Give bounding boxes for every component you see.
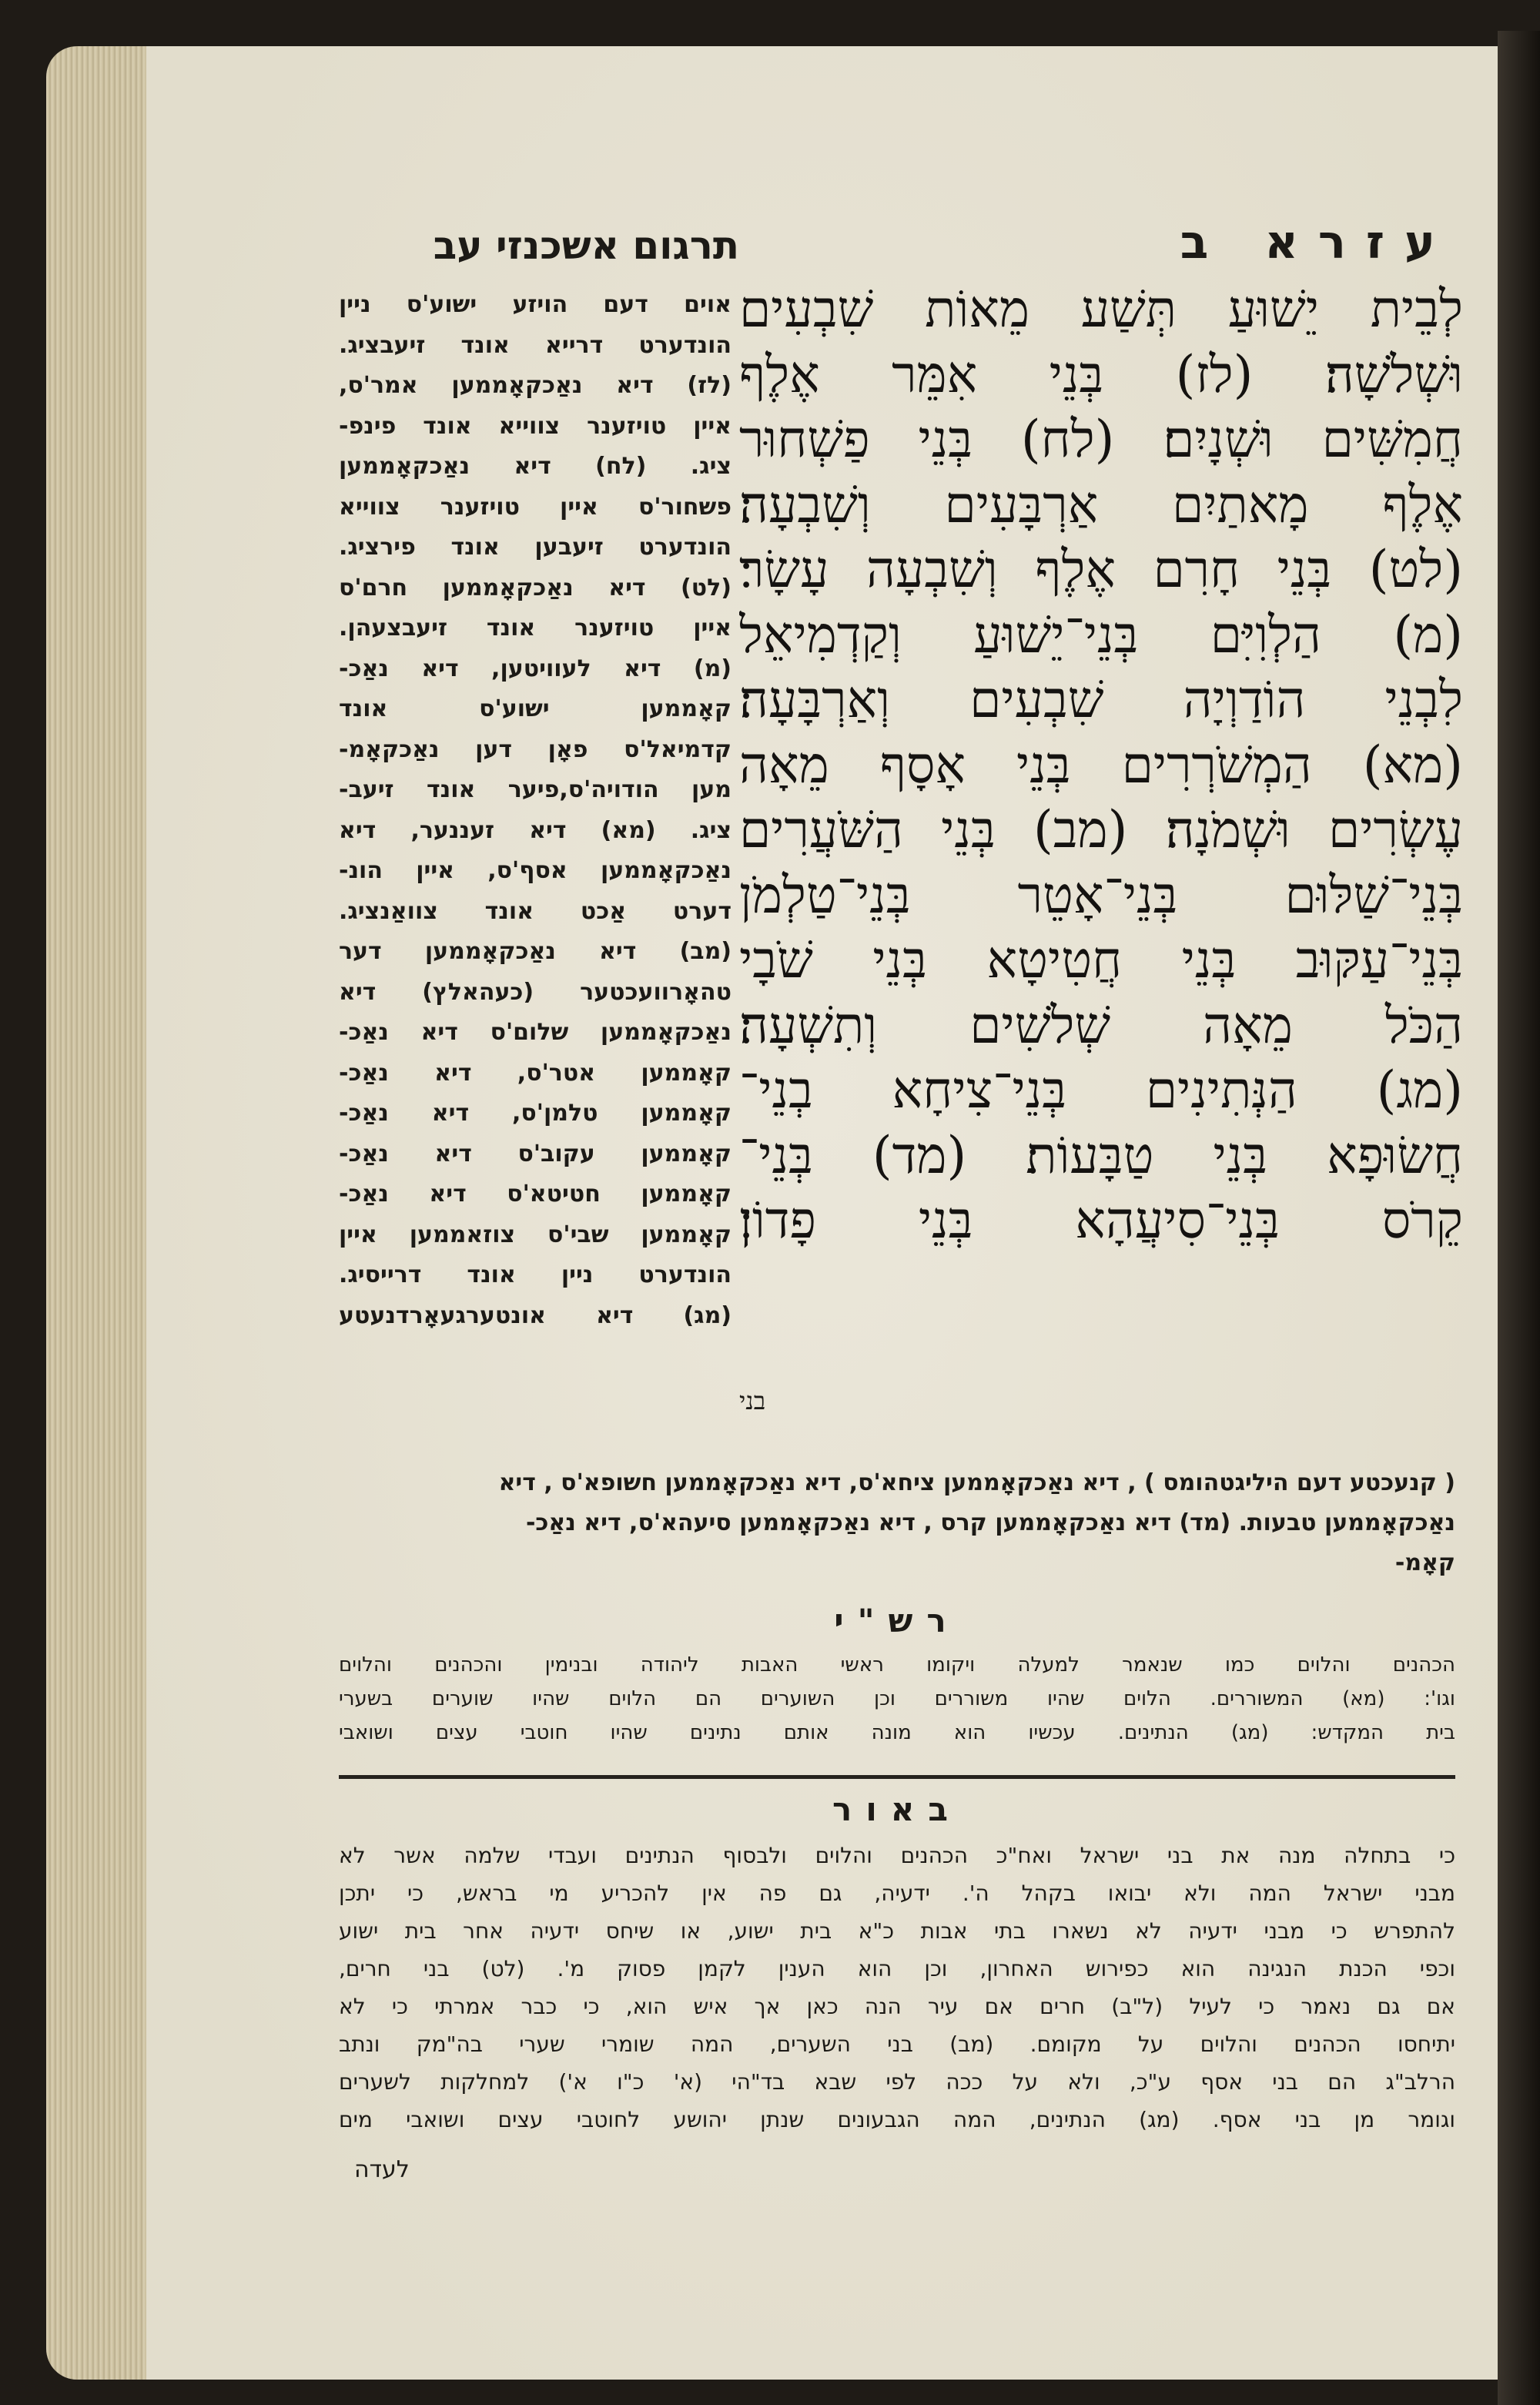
biur-line: וכפי הכנת הנגינה הוא כפירוש האחרון, וכן הוא הענין לקמן פסוק מ'. (לט) בני חרים,: [339, 1956, 1455, 1981]
verse-line: וּשְׁלֹשָׁה׃ (לז) בְּנֵי אִמֵּר אֶלֶף: [739, 344, 1463, 404]
rashi-line: הכהנים והלוים כמו שנאמר למעלה ויקומו ראשי האבות ליהודה ובנימין והכהנים והלוים: [339, 1653, 1455, 1676]
main-hebrew-column: [739, 277, 1463, 1448]
translation-line: (לז) דיא נאַכקאָממען אמר'ס,: [339, 372, 732, 399]
right-binding: [1498, 31, 1540, 2405]
biur-line: להתפרש כי מבני ידעיה לא נשארו בתי אבות כ"א בית ישוע, או שיחס ידעיה אחר בית ישוע: [339, 1918, 1455, 1944]
biur-line: מבני ישראל המה ולא יבואו בקהל ה'. ידעיה, גם פה אין להכריע מי בראש, כי יתכן: [339, 1881, 1455, 1906]
verse-line: (מג) הַנְּתִינִים בְּנֵי־צִיחָא בְנֵי־: [739, 1060, 1463, 1120]
verse-line: לְבֵית יֵשׁוּעַ תְּשַׁע מֵאוֹת שִׁבְעִים: [739, 280, 1463, 339]
biur-line: כי בתחלה מנה את בני ישראל ואח"כ הכהנים והלוים ולבסוף הנתינים ועבדי שלמה אשר לא: [339, 1843, 1455, 1868]
verse-line: בְּנֵי־עַקּוּב בְּנֵי חֲטִיטָא בְּנֵי שֹׁבָי: [739, 930, 1463, 990]
verse-line: הַכֹּל מֵאָה שְׁלֹשִׁים וְתִשְׁעָה׃: [739, 995, 1463, 1055]
continuation-line: קאָמ-: [1394, 1549, 1455, 1576]
continuation-line: נאַכקאָממען טבעות. (מד) דיא נאַכקאָממען קרס , דיא נאַכקאָממען סיעהא'ס, דיא נאַכ-: [525, 1509, 1455, 1536]
translation-line: איין טויזענר אונד זיעבצעהן.: [339, 615, 732, 641]
translation-line: הונדערט זיעבען אונד פירציג.: [339, 534, 732, 561]
translation-continuation: [339, 1463, 1455, 1602]
biur-line: וגומר מן בני אסף. (מג) הנתינים, המה הגבעונים שנתן יהושע לחוטבי עצים ושואבי מים: [339, 2107, 1455, 2132]
translation-line: קאָממען עקוב'ס דיא נאַכ-: [339, 1140, 732, 1167]
translation-line: ציג. (מא) דיא זעננער, דיא: [339, 816, 732, 844]
page-edges: [46, 46, 154, 2380]
translation-line: מען הודויה'ס,פיער אונד זיעב-: [339, 776, 732, 803]
rashi-line: וגו': (מא) המשוררים. הלוים שהיו משוררים וכן השוערים הם הלוים שהיו שוערים בשערי: [339, 1687, 1455, 1710]
section-divider: [339, 1775, 1455, 1779]
translation-line: קאָממען טלמן'ס, דיא נאַכ-: [339, 1100, 732, 1127]
running-header-ezra: עזרא ב: [1180, 216, 1455, 270]
verse-line: חֲמִשִּׁים וּשְׁנָיִם׃ (לח) בְּנֵי פַשְׁחוּר: [739, 410, 1463, 469]
verse-line: עֶשְׂרִים וּשְׁמֹנָה׃ (מב) בְּנֵי הַשֹּׁעֲרִים: [739, 800, 1463, 859]
running-header-targum: תרגום אשכנזי עב: [433, 223, 739, 268]
translation-line: (מ) דיא לעוויטען, דיא נאַכ-: [339, 655, 732, 682]
translation-line: קדמיאל'ס פאָן דען נאַכקאָמ-: [339, 735, 732, 763]
translation-line: נאַכקאָממען אסף'ס, איין הונ-: [339, 857, 732, 884]
continuation-line: ( קנעכטע דעם היליגטהומס ) , דיא נאַכקאָממען ציחא'ס, דיא נאַכקאָממען חשופא'ס , דיא: [498, 1469, 1455, 1496]
translation-line: ציג. (לח) דיא נאַכקאָממען: [339, 453, 732, 480]
rashi-title: רש"י: [834, 1602, 960, 1640]
translation-line: קאָממען ישוע'ס אונד: [339, 695, 732, 722]
translation-line: אוים דעם הויזע ישוע'ס ניין: [339, 291, 732, 318]
biur-title: באור: [832, 1790, 962, 1828]
biur-line: הרלב"ג הם בני אסף ע"כ, ולא על ככה לפי שבא בד"הי (א' כ"ו א') למחלקות לשערים: [339, 2069, 1455, 2095]
translation-line: הונדערט דרייא אונד זיעבציג.: [339, 331, 732, 359]
verse-line: (לט) בְּנֵי חָרִם אֶלֶף וְשִׁבְעָה עָשָׂר׃: [739, 540, 1463, 599]
translation-line: (מג) דיא אונטערגעאָרדנעטע: [339, 1301, 732, 1329]
main-catchword: בני: [739, 1386, 766, 1415]
translation-line: קאָממען שבי'ס צוזאממען איין: [339, 1221, 732, 1248]
translation-line: איין טויזענר צווייא אונד פינפ-: [339, 412, 732, 440]
verse-line: (מ) הַלְוִיִּם בְּנֵי־יֵשׁוּעַ וְקַדְמִיאֵל: [739, 605, 1463, 665]
translation-line: טהאָרוועכטער (כעהאלץ) דיא: [339, 978, 732, 1006]
rashi-line: בית המקדש: (מג) הנתינים. עכשיו הוא מונה אותם נתינים שהיו חוטבי עצים ושואבי: [339, 1721, 1455, 1744]
verse-line: בְּנֵי־שַׁלּוּם בְּנֵי־אָטֵר בְּנֵי־טַלְמֹן: [739, 865, 1463, 925]
translation-line: הונדערט ניין אונד דרייסיג.: [339, 1261, 732, 1288]
rashi-commentary: [339, 1648, 1455, 1764]
translation-line: קאָממען אטר'ס, דיא נאַכ-: [339, 1059, 732, 1087]
verse-line: אֶלֶף מָאתַיִם אַרְבָּעִים וְשִׁבְעָה׃: [739, 474, 1463, 534]
translation-line: (מב) דיא נאַכקאָממען דער: [339, 938, 732, 965]
biur-line: אם גם נאמר כי לעיל (ל"ב) חרים אם עיר הנה כאן אך איש הוא, כי כבר אמרתי כי לא: [339, 1994, 1455, 2019]
verse-line: קֵרֹס בְּנֵי־סִיעֲהָא בְּנֵי פָדוֹן׃: [739, 1191, 1463, 1250]
translation-line: נאַכקאָממען שלום'ס דיא נאַכ-: [339, 1019, 732, 1046]
biur-catchword: לעדה: [354, 2156, 410, 2183]
translation-line: קאָממען חטיטא'ס דיא נאַכ-: [339, 1181, 732, 1208]
verse-line: (מא) הַמְשֹׁרְרִים בְּנֵי אָסָף מֵאָה: [739, 735, 1463, 795]
biur-line: יתיחסו הכהנים והלוים על מקומם. (מב) בני השערים, המה שומרי שערי בה"מק ונתב: [339, 2032, 1455, 2057]
translation-column: [339, 285, 732, 1455]
verse-line: חֲשׂוּפָא בְּנֵי טַבָּעוֹת׃ (מד) בְּנֵי־: [739, 1125, 1463, 1185]
translation-line: (לט) דיא נאַכקאָממען חרם'ס: [339, 574, 732, 601]
verse-line: לִבְנֵי הוֹדַוְיָה שִׁבְעִים וְאַרְבָּעָה׃: [739, 670, 1463, 729]
biur-commentary: [339, 1837, 1455, 2183]
translation-line: פשחור'ס איין טויזענר צווייא: [339, 493, 732, 521]
translation-line: דערט אַכט אונד צוואַנציג.: [339, 897, 732, 925]
